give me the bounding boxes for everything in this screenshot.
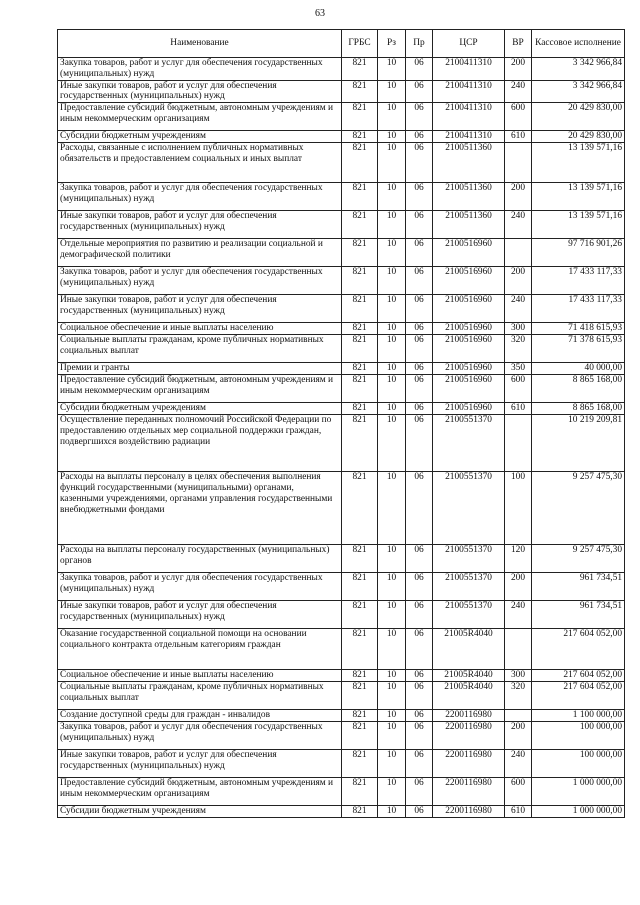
row-csr-cell: 2100551370 bbox=[433, 472, 505, 545]
row-vr-cell: 610 bbox=[505, 131, 532, 143]
row-csr-cell: 2200116980 bbox=[433, 750, 505, 778]
row-rz-cell: 10 bbox=[378, 629, 406, 670]
table-row bbox=[58, 103, 625, 131]
row-csr-cell: 2100516960 bbox=[433, 335, 505, 363]
row-csr-cell: 2100551370 bbox=[433, 415, 505, 472]
row-name-cell: Социальное обеспечение и иные выплаты населению bbox=[58, 670, 342, 682]
row-grbs-cell: 821 bbox=[342, 183, 378, 211]
row-grbs-cell: 821 bbox=[342, 267, 378, 295]
row-rz-cell: 10 bbox=[378, 143, 406, 183]
row-amount-cell: 20 429 830,00 bbox=[532, 131, 625, 143]
row-amount-cell: 71 378 615,93 bbox=[532, 335, 625, 363]
row-amount-cell: 13 139 571,16 bbox=[532, 183, 625, 211]
row-amount-cell: 17 433 117,33 bbox=[532, 295, 625, 323]
row-grbs-cell: 821 bbox=[342, 403, 378, 415]
row-amount-cell: 3 342 966,84 bbox=[532, 58, 625, 81]
row-rz-cell: 10 bbox=[378, 573, 406, 601]
row-name-cell: Предоставление субсидий бюджетным, автономным учреждениям и иным некоммерческим организациям bbox=[58, 103, 342, 131]
table-row bbox=[58, 80, 625, 103]
table-row bbox=[58, 267, 625, 295]
row-amount-cell: 217 604 052,00 bbox=[532, 682, 625, 710]
table-row bbox=[58, 211, 625, 239]
row-rz-cell: 10 bbox=[378, 363, 406, 375]
row-grbs-cell: 821 bbox=[342, 143, 378, 183]
row-grbs-cell: 821 bbox=[342, 573, 378, 601]
row-vr-cell: 240 bbox=[505, 80, 532, 103]
row-pr-cell: 06 bbox=[406, 58, 433, 81]
row-grbs-cell: 821 bbox=[342, 472, 378, 545]
row-name-cell: Отдельные мероприятия по развитию и реализации социальной и демографической политики bbox=[58, 239, 342, 267]
row-name-cell: Создание доступной среды для граждан - инвалидов bbox=[58, 710, 342, 722]
row-rz-cell: 10 bbox=[378, 415, 406, 472]
row-amount-cell: 71 418 615,93 bbox=[532, 323, 625, 335]
row-name-cell: Расходы, связанные с исполнением публичных нормативных обязательств и предоставлением социальных и иных выплат bbox=[58, 143, 342, 183]
row-amount-cell: 3 342 966,84 bbox=[532, 80, 625, 103]
row-name-cell: Социальные выплаты гражданам, кроме публичных нормативных социальных выплат bbox=[58, 682, 342, 710]
header-grbs: ГРБС bbox=[342, 30, 378, 58]
row-pr-cell: 06 bbox=[406, 323, 433, 335]
table-row bbox=[58, 335, 625, 363]
table-row bbox=[58, 573, 625, 601]
row-csr-cell: 2100411310 bbox=[433, 103, 505, 131]
row-amount-cell: 961 734,51 bbox=[532, 601, 625, 629]
row-csr-cell: 2200116980 bbox=[433, 722, 505, 750]
row-grbs-cell: 821 bbox=[342, 722, 378, 750]
row-amount-cell: 961 734,51 bbox=[532, 573, 625, 601]
row-pr-cell: 06 bbox=[406, 211, 433, 239]
row-amount-cell: 100 000,00 bbox=[532, 750, 625, 778]
row-rz-cell: 10 bbox=[378, 710, 406, 722]
row-grbs-cell: 821 bbox=[342, 629, 378, 670]
row-vr-cell: 240 bbox=[505, 211, 532, 239]
table-row bbox=[58, 778, 625, 806]
row-csr-cell: 2100516960 bbox=[433, 295, 505, 323]
row-csr-cell: 2100516960 bbox=[433, 239, 505, 267]
row-pr-cell: 06 bbox=[406, 472, 433, 545]
row-pr-cell: 06 bbox=[406, 143, 433, 183]
row-vr-cell: 200 bbox=[505, 58, 532, 81]
row-amount-cell: 217 604 052,00 bbox=[532, 629, 625, 670]
row-csr-cell: 2200116980 bbox=[433, 778, 505, 806]
row-name-cell: Иные закупки товаров, работ и услуг для обеспечения государственных (муниципальных) нужд bbox=[58, 80, 342, 103]
row-vr-cell bbox=[505, 710, 532, 722]
row-grbs-cell: 821 bbox=[342, 415, 378, 472]
row-vr-cell: 600 bbox=[505, 375, 532, 403]
row-vr-cell: 610 bbox=[505, 403, 532, 415]
row-csr-cell: 2100516960 bbox=[433, 363, 505, 375]
row-pr-cell: 06 bbox=[406, 545, 433, 573]
row-pr-cell: 06 bbox=[406, 710, 433, 722]
row-vr-cell: 200 bbox=[505, 267, 532, 295]
row-rz-cell: 10 bbox=[378, 323, 406, 335]
row-pr-cell: 06 bbox=[406, 80, 433, 103]
row-rz-cell: 10 bbox=[378, 131, 406, 143]
row-amount-cell: 9 257 475,30 bbox=[532, 545, 625, 573]
row-pr-cell: 06 bbox=[406, 629, 433, 670]
table-row bbox=[58, 415, 625, 472]
row-vr-cell: 300 bbox=[505, 670, 532, 682]
row-grbs-cell: 821 bbox=[342, 778, 378, 806]
row-rz-cell: 10 bbox=[378, 778, 406, 806]
row-name-cell: Закупка товаров, работ и услуг для обеспечения государственных (муниципальных) нужд bbox=[58, 267, 342, 295]
row-rz-cell: 10 bbox=[378, 375, 406, 403]
row-vr-cell: 610 bbox=[505, 806, 532, 818]
row-name-cell: Иные закупки товаров, работ и услуг для обеспечения государственных (муниципальных) нужд bbox=[58, 601, 342, 629]
row-rz-cell: 10 bbox=[378, 239, 406, 267]
row-csr-cell: 2100516960 bbox=[433, 403, 505, 415]
header-amount: Кассовое исполнение bbox=[532, 30, 625, 58]
table-row bbox=[58, 403, 625, 415]
table-row bbox=[58, 183, 625, 211]
row-name-cell: Социальное обеспечение и иные выплаты населению bbox=[58, 323, 342, 335]
row-pr-cell: 06 bbox=[406, 415, 433, 472]
table-row bbox=[58, 472, 625, 545]
row-rz-cell: 10 bbox=[378, 183, 406, 211]
table-row bbox=[58, 545, 625, 573]
row-amount-cell: 1 000 000,00 bbox=[532, 806, 625, 818]
row-pr-cell: 06 bbox=[406, 375, 433, 403]
row-pr-cell: 06 bbox=[406, 239, 433, 267]
table-row bbox=[58, 710, 625, 722]
row-rz-cell: 10 bbox=[378, 103, 406, 131]
row-pr-cell: 06 bbox=[406, 601, 433, 629]
row-amount-cell: 13 139 571,16 bbox=[532, 143, 625, 183]
row-name-cell: Иные закупки товаров, работ и услуг для обеспечения государственных (муниципальных) нужд bbox=[58, 750, 342, 778]
row-amount-cell: 1 000 000,00 bbox=[532, 778, 625, 806]
table-row bbox=[58, 143, 625, 183]
row-csr-cell: 2100551370 bbox=[433, 545, 505, 573]
row-name-cell: Социальные выплаты гражданам, кроме публичных нормативных социальных выплат bbox=[58, 335, 342, 363]
row-csr-cell: 2100551370 bbox=[433, 601, 505, 629]
row-name-cell: Осуществление переданных полномочий Российской Федерации по предоставлению отдельных мер социальной поддержки граждан, подвергшихся воздействию радиации bbox=[58, 415, 342, 472]
table-row bbox=[58, 670, 625, 682]
table-row bbox=[58, 682, 625, 710]
row-grbs-cell: 821 bbox=[342, 806, 378, 818]
row-csr-cell: 21005R4040 bbox=[433, 629, 505, 670]
row-vr-cell: 200 bbox=[505, 573, 532, 601]
row-csr-cell: 21005R4040 bbox=[433, 682, 505, 710]
header-csr: ЦСР bbox=[433, 30, 505, 58]
row-rz-cell: 10 bbox=[378, 670, 406, 682]
row-amount-cell: 20 429 830,00 bbox=[532, 103, 625, 131]
row-pr-cell: 06 bbox=[406, 806, 433, 818]
row-vr-cell bbox=[505, 143, 532, 183]
table-row bbox=[58, 239, 625, 267]
row-rz-cell: 10 bbox=[378, 403, 406, 415]
row-amount-cell: 8 865 168,00 bbox=[532, 403, 625, 415]
table-row bbox=[58, 806, 625, 818]
row-csr-cell: 2100511360 bbox=[433, 143, 505, 183]
row-name-cell: Предоставление субсидий бюджетным, автономным учреждениям и иным некоммерческим организациям bbox=[58, 778, 342, 806]
row-pr-cell: 06 bbox=[406, 750, 433, 778]
row-grbs-cell: 821 bbox=[342, 375, 378, 403]
row-vr-cell bbox=[505, 415, 532, 472]
row-amount-cell: 8 865 168,00 bbox=[532, 375, 625, 403]
row-pr-cell: 06 bbox=[406, 363, 433, 375]
row-vr-cell: 320 bbox=[505, 335, 532, 363]
row-grbs-cell: 821 bbox=[342, 335, 378, 363]
row-amount-cell: 217 604 052,00 bbox=[532, 670, 625, 682]
row-name-cell: Иные закупки товаров, работ и услуг для обеспечения государственных (муниципальных) нужд bbox=[58, 295, 342, 323]
row-csr-cell: 2100516960 bbox=[433, 323, 505, 335]
row-name-cell: Предоставление субсидий бюджетным, автономным учреждениям и иным некоммерческим организациям bbox=[58, 375, 342, 403]
row-amount-cell: 100 000,00 bbox=[532, 722, 625, 750]
row-grbs-cell: 821 bbox=[342, 323, 378, 335]
row-name-cell: Расходы на выплаты персоналу в целях обеспечения выполнения функций государственными (муниципальными) органами, казенными учреждениями, органами управления государственными внебюджетными фондами bbox=[58, 472, 342, 545]
header-vr: ВР bbox=[505, 30, 532, 58]
table-row bbox=[58, 323, 625, 335]
row-vr-cell: 100 bbox=[505, 472, 532, 545]
row-amount-cell: 1 100 000,00 bbox=[532, 710, 625, 722]
table-row bbox=[58, 601, 625, 629]
row-vr-cell: 240 bbox=[505, 750, 532, 778]
row-name-cell: Иные закупки товаров, работ и услуг для обеспечения государственных (муниципальных) нужд bbox=[58, 211, 342, 239]
row-grbs-cell: 821 bbox=[342, 103, 378, 131]
row-grbs-cell: 821 bbox=[342, 80, 378, 103]
row-rz-cell: 10 bbox=[378, 295, 406, 323]
row-csr-cell: 2100551370 bbox=[433, 573, 505, 601]
row-pr-cell: 06 bbox=[406, 295, 433, 323]
row-vr-cell: 200 bbox=[505, 183, 532, 211]
row-rz-cell: 10 bbox=[378, 80, 406, 103]
table-header-row bbox=[58, 30, 625, 58]
row-pr-cell: 06 bbox=[406, 103, 433, 131]
row-rz-cell: 10 bbox=[378, 58, 406, 81]
row-rz-cell: 10 bbox=[378, 682, 406, 710]
row-csr-cell: 2100511360 bbox=[433, 211, 505, 239]
row-rz-cell: 10 bbox=[378, 806, 406, 818]
row-vr-cell: 350 bbox=[505, 363, 532, 375]
row-grbs-cell: 821 bbox=[342, 710, 378, 722]
row-grbs-cell: 821 bbox=[342, 295, 378, 323]
row-name-cell: Субсидии бюджетным учреждениям bbox=[58, 131, 342, 143]
row-csr-cell: 2100411310 bbox=[433, 80, 505, 103]
header-rz: Рз bbox=[378, 30, 406, 58]
row-pr-cell: 06 bbox=[406, 670, 433, 682]
table-row bbox=[58, 295, 625, 323]
row-amount-cell: 40 000,00 bbox=[532, 363, 625, 375]
row-csr-cell: 2200116980 bbox=[433, 710, 505, 722]
row-vr-cell: 600 bbox=[505, 103, 532, 131]
row-vr-cell: 240 bbox=[505, 295, 532, 323]
row-vr-cell: 240 bbox=[505, 601, 532, 629]
row-grbs-cell: 821 bbox=[342, 601, 378, 629]
row-name-cell: Субсидии бюджетным учреждениям bbox=[58, 806, 342, 818]
row-pr-cell: 06 bbox=[406, 573, 433, 601]
table-row bbox=[58, 131, 625, 143]
table-row bbox=[58, 375, 625, 403]
row-rz-cell: 10 bbox=[378, 335, 406, 363]
row-amount-cell: 9 257 475,30 bbox=[532, 472, 625, 545]
row-grbs-cell: 821 bbox=[342, 239, 378, 267]
row-grbs-cell: 821 bbox=[342, 131, 378, 143]
page-number: 63 bbox=[315, 8, 325, 19]
row-csr-cell: 2100411310 bbox=[433, 131, 505, 143]
row-rz-cell: 10 bbox=[378, 722, 406, 750]
table-row bbox=[58, 629, 625, 670]
header-name: Наименование bbox=[58, 30, 342, 58]
table-row bbox=[58, 363, 625, 375]
row-vr-cell bbox=[505, 629, 532, 670]
row-rz-cell: 10 bbox=[378, 545, 406, 573]
row-grbs-cell: 821 bbox=[342, 682, 378, 710]
row-name-cell: Закупка товаров, работ и услуг для обеспечения государственных (муниципальных) нужд bbox=[58, 183, 342, 211]
row-amount-cell: 13 139 571,16 bbox=[532, 211, 625, 239]
row-csr-cell: 2100511360 bbox=[433, 183, 505, 211]
row-rz-cell: 10 bbox=[378, 211, 406, 239]
row-grbs-cell: 821 bbox=[342, 545, 378, 573]
row-vr-cell: 200 bbox=[505, 722, 532, 750]
row-csr-cell: 2200116980 bbox=[433, 806, 505, 818]
row-pr-cell: 06 bbox=[406, 267, 433, 295]
row-name-cell: Расходы на выплаты персоналу государственных (муниципальных) органов bbox=[58, 545, 342, 573]
row-pr-cell: 06 bbox=[406, 131, 433, 143]
row-pr-cell: 06 bbox=[406, 778, 433, 806]
row-pr-cell: 06 bbox=[406, 335, 433, 363]
row-pr-cell: 06 bbox=[406, 183, 433, 211]
row-csr-cell: 2100516960 bbox=[433, 375, 505, 403]
row-vr-cell: 300 bbox=[505, 323, 532, 335]
row-grbs-cell: 821 bbox=[342, 363, 378, 375]
row-grbs-cell: 821 bbox=[342, 670, 378, 682]
row-grbs-cell: 821 bbox=[342, 750, 378, 778]
header-pr: Пр bbox=[406, 30, 433, 58]
table-row bbox=[58, 750, 625, 778]
budget-table bbox=[57, 29, 625, 818]
row-rz-cell: 10 bbox=[378, 267, 406, 295]
row-grbs-cell: 821 bbox=[342, 58, 378, 81]
row-amount-cell: 97 716 901,26 bbox=[532, 239, 625, 267]
row-name-cell: Премии и гранты bbox=[58, 363, 342, 375]
row-vr-cell: 120 bbox=[505, 545, 532, 573]
row-name-cell: Закупка товаров, работ и услуг для обеспечения государственных (муниципальных) нужд bbox=[58, 573, 342, 601]
row-grbs-cell: 821 bbox=[342, 211, 378, 239]
row-csr-cell: 2100411310 bbox=[433, 58, 505, 81]
row-pr-cell: 06 bbox=[406, 682, 433, 710]
row-vr-cell: 600 bbox=[505, 778, 532, 806]
row-csr-cell: 2100516960 bbox=[433, 267, 505, 295]
row-rz-cell: 10 bbox=[378, 472, 406, 545]
row-vr-cell bbox=[505, 239, 532, 267]
row-amount-cell: 17 433 117,33 bbox=[532, 267, 625, 295]
row-rz-cell: 10 bbox=[378, 601, 406, 629]
row-name-cell: Закупка товаров, работ и услуг для обеспечения государственных (муниципальных) нужд bbox=[58, 58, 342, 81]
row-vr-cell: 320 bbox=[505, 682, 532, 710]
row-pr-cell: 06 bbox=[406, 403, 433, 415]
row-name-cell: Оказание государственной социальной помощи на основании социального контракта отдельным категориям граждан bbox=[58, 629, 342, 670]
row-rz-cell: 10 bbox=[378, 750, 406, 778]
row-name-cell: Субсидии бюджетным учреждениям bbox=[58, 403, 342, 415]
row-amount-cell: 10 219 209,81 bbox=[532, 415, 625, 472]
row-name-cell: Закупка товаров, работ и услуг для обеспечения государственных (муниципальных) нужд bbox=[58, 722, 342, 750]
row-pr-cell: 06 bbox=[406, 722, 433, 750]
table-row bbox=[58, 58, 625, 81]
row-csr-cell: 21005R4040 bbox=[433, 670, 505, 682]
table-row bbox=[58, 722, 625, 750]
